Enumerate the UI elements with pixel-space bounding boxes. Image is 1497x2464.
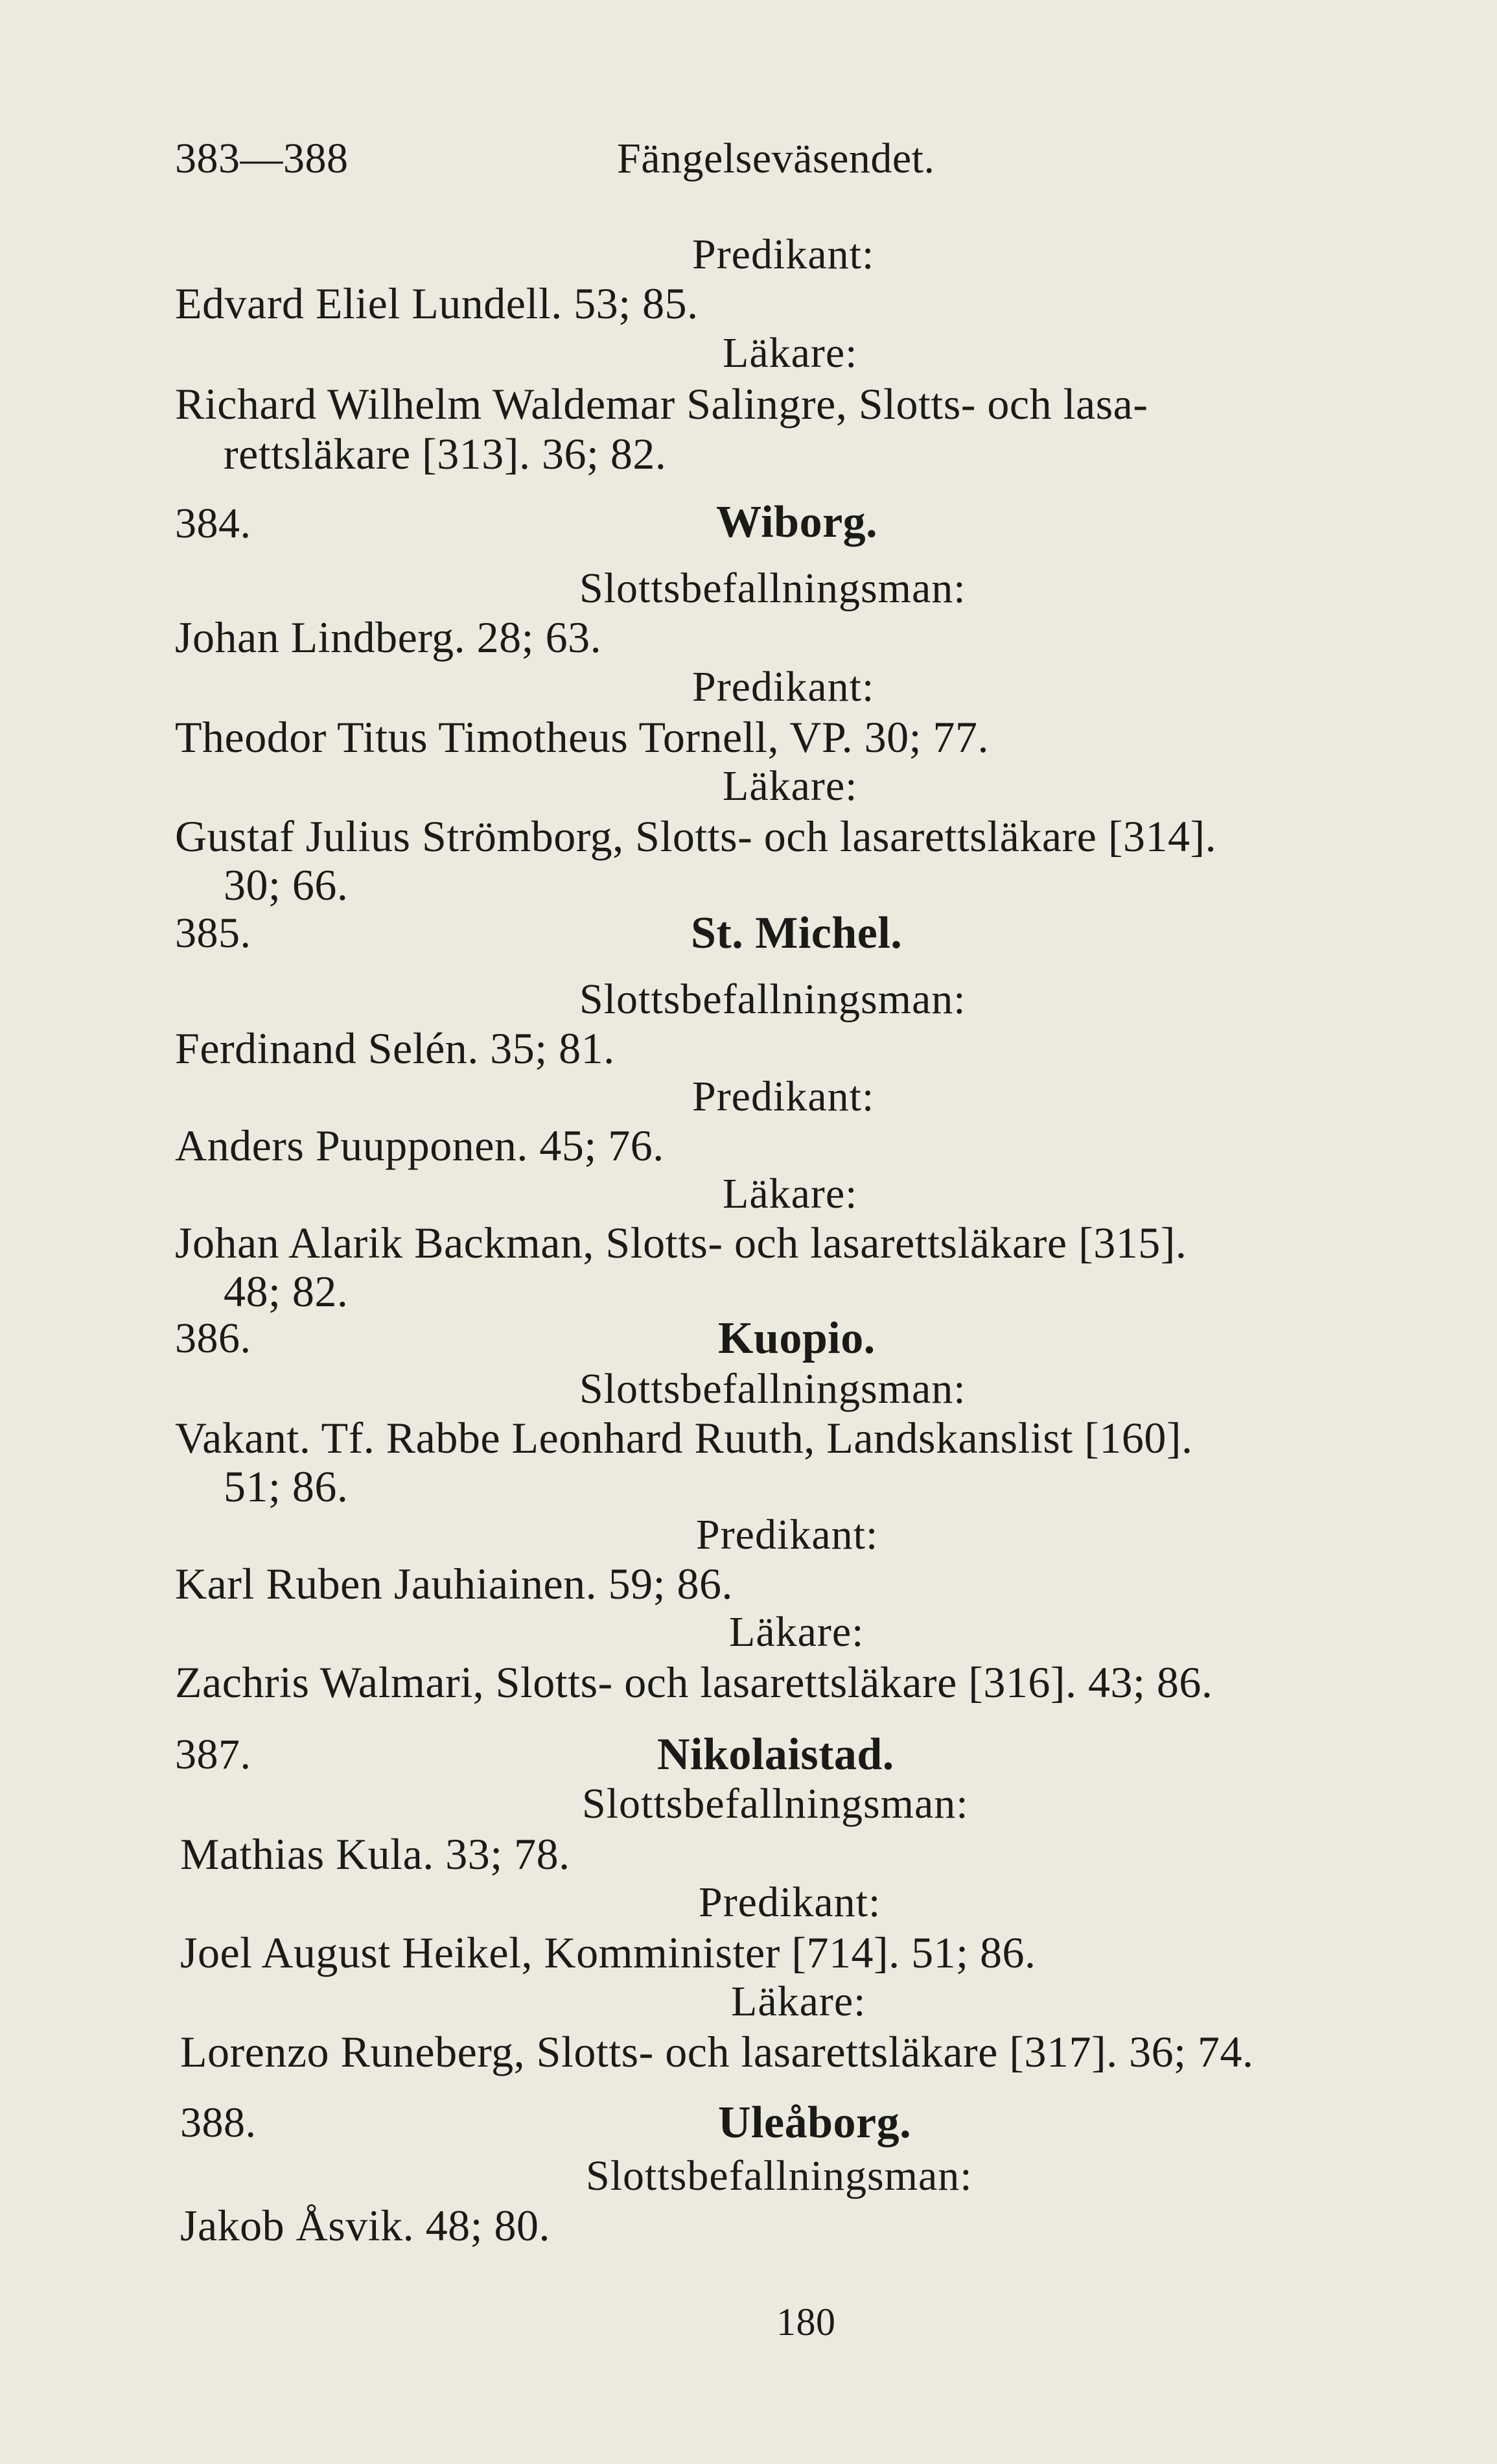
entry-line: 51; 86. [224,1462,349,1511]
entry-line: rettsläkare [313]. 36; 82. [224,429,667,478]
entry-line: Vakant. Tf. Rabbe Leonhard Ruuth, Landskanslist [160]. [175,1413,1193,1462]
entry-line: Mathias Kula. 33; 78. [180,1829,570,1879]
page-number: 180 [776,2301,836,2343]
section-place: St. Michel. [691,908,903,958]
header-range: 383—388 [175,135,349,182]
entry-line: Ferdinand Selén. 35; 81. [175,1024,615,1073]
entry-line: Johan Lindberg. 28; 63. [175,613,602,662]
role-heading: Slottsbefallningsman: [579,565,966,612]
section-place: Uleåborg. [718,2098,912,2148]
role-heading: Läkare: [723,1170,858,1217]
section-number: 385. [175,909,251,957]
section-place: Kuopio. [718,1313,876,1363]
role-heading: Slottsbefallningsman: [579,1365,966,1413]
role-heading: Läkare: [723,329,858,377]
entry-line: Jakob Åsvik. 48; 80. [180,2201,550,2250]
entry-line: Johan Alarik Backman, Slotts- och lasarettsläkare [315]. [175,1218,1187,1267]
entry-line: 30; 66. [224,860,349,909]
role-heading: Läkare: [731,1978,866,2025]
section-place: Nikolaistad. [657,1730,894,1779]
role-heading: Läkare: [723,762,858,810]
role-heading: Slottsbefallningsman: [582,1780,969,1827]
entry-line: Theodor Titus Timotheus Tornell, VP. 30; 77. [175,712,989,762]
entry-line: Karl Ruben Jauhiainen. 59; 86. [175,1559,734,1608]
entry-line: Edvard Eliel Lundell. 53; 85. [175,279,699,328]
role-heading: Predikant: [692,663,875,710]
role-heading: Predikant: [696,1511,879,1558]
section-number: 384. [175,500,251,547]
role-heading: Predikant: [692,231,875,278]
section-number: 388. [180,2099,257,2146]
role-heading: Predikant: [699,1879,881,1926]
entry-line: Joel August Heikel, Komminister [714]. 51; 86. [180,1928,1036,1977]
role-heading: Slottsbefallningsman: [579,976,966,1023]
section-number: 386. [175,1315,251,1362]
entry-line: Lorenzo Runeberg, Slotts- och lasarettsläkare [317]. 36; 74. [180,2027,1254,2076]
entry-line: Zachris Walmari, Slotts- och lasarettsläkare [316]. 43; 86. [175,1658,1213,1707]
section-place: Wiborg. [716,497,878,547]
section-number: 387. [175,1731,251,1778]
entry-line: Gustaf Julius Strömborg, Slotts- och lasarettsläkare [314]. [175,812,1217,861]
entry-line: Richard Wilhelm Waldemar Salingre, Slotts- och lasa- [175,379,1148,428]
role-heading: Läkare: [729,1608,865,1656]
entry-line: Anders Puupponen. 45; 76. [175,1121,664,1170]
role-heading: Slottsbefallningsman: [586,2152,973,2200]
header-title: Fängelseväsendet. [617,135,935,182]
role-heading: Predikant: [692,1073,875,1120]
entry-line: 48; 82. [224,1267,349,1316]
